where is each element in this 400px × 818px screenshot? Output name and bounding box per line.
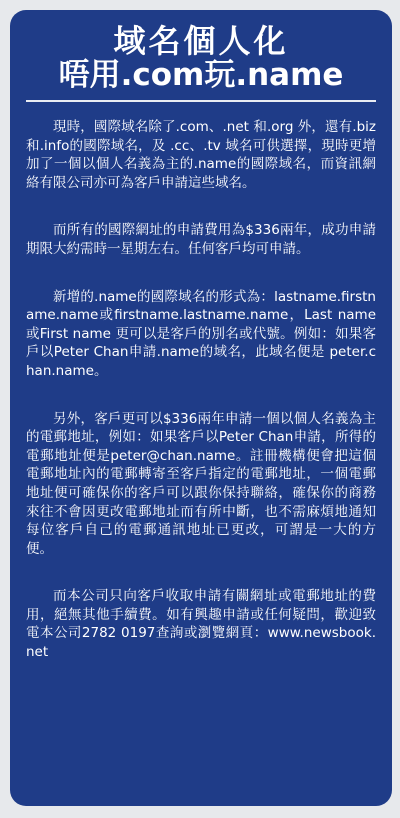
advert-card bbox=[10, 10, 392, 806]
headline bbox=[26, 24, 376, 92]
headline-line-1: 域名個人化 bbox=[113, 22, 289, 60]
title-divider bbox=[26, 100, 376, 102]
paragraph-contact: 而本公司只向客戶收取申請有關網址或電郵地址的費用，絕無其他手續費。如有興趣申請或任何疑問，歡迎致電本公司2782 0197查詢或瀏覽網頁：www.newsbook.net bbox=[26, 588, 376, 661]
headline-line-2: 唔用.com玩.name bbox=[58, 56, 344, 93]
paragraph-fee: 而所有的國際網址的申請費用為$336兩年，成功申請期限大約需時一星期左右。任何客戶均可申請。 bbox=[26, 222, 376, 257]
paragraph-name-format: 新增的.name的國際域名的形式為：lastname.firstname.name或firstname.lastname.name，Last name 或First name 更可以是客戶的別名或代號。例如：如果客戶以Peter Chan申請.name的域名，此域名便是 peter.chan.name。 bbox=[26, 288, 376, 379]
paragraph-email-address: 另外，客戶更可以$336兩年申請一個以個人名義為主的電郵地址，例如：如果客戶以Peter Chan申請，所得的電郵地址便是peter@chan.name。註冊機構便會把這個電郵地址內的電郵轉寄至客戶指定的電郵地址，一個電郵地址便可確保你的客戶可以跟你保持聯絡，確保你的商務來往不會因更改電郵地址而有所中斷，也不需麻煩地通知每位客戶自己的電郵通訊地址已更改，可謂是一大的方便。 bbox=[26, 410, 376, 557]
paragraph-domain-types: 現時，國際域名除了.com、.net 和.org 外，還有.biz和.info的國際域名，及 .cc、.tv 域名可供選擇，現時更增加了一個以個人名義為主的.name的國際域名，而資訊網絡有限公司亦可為客戶申請這些域名。 bbox=[26, 119, 376, 191]
